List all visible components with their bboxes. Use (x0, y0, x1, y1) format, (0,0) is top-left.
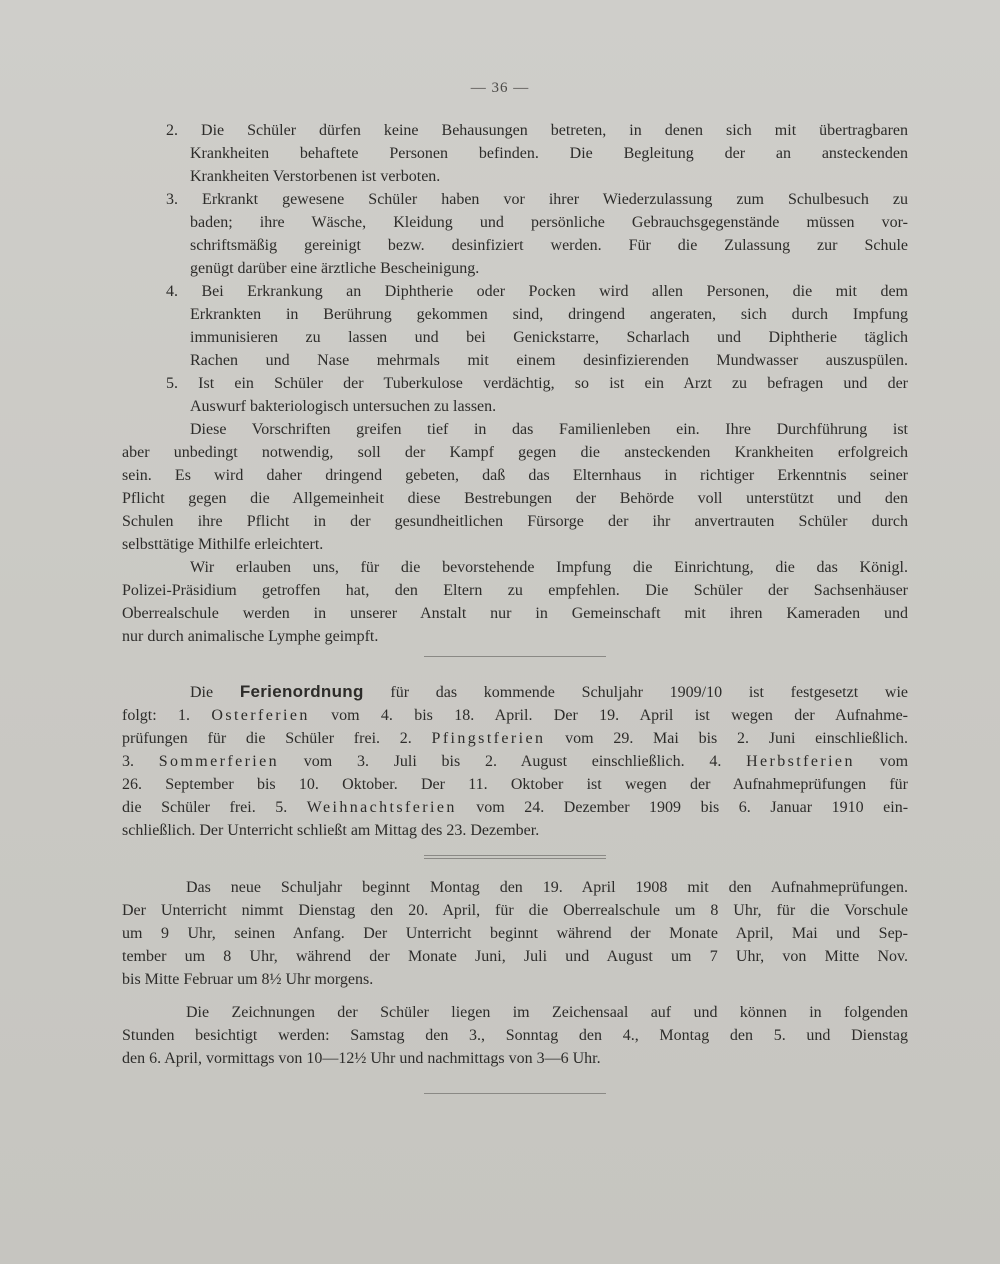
paragraph-line: 26. September bis 10. Oktober. Der 11. Oktober ist wegen der Aufnahmeprüfungen für (122, 776, 908, 793)
list-line: 5. Ist ein Schüler der Tuberkulose verdächtig, so ist ein Arzt zu befragen und der (166, 375, 908, 392)
paragraph-line: Wir erlauben uns, für die bevorstehende Impfung die Einrichtung, die das Königl. (190, 559, 908, 576)
list-line: 4. Bei Erkrankung an Diphtherie oder Pocken wird allen Personen, die mit dem (166, 283, 908, 300)
paragraph-line: bis Mitte Februar um 8½ Uhr morgens. (122, 971, 374, 988)
paragraph-line: prüfungen für die Schüler frei. 2. Pfingstferien vom 29. Mai bis 2. Juni einschließlich. (122, 730, 909, 747)
paragraph-line: folgt: 1. Osterferien vom 4. bis 18. April. Der 19. April ist wegen der Aufnahme- (122, 707, 908, 724)
list-line: 2. Die Schüler dürfen keine Behausungen betreten, in denen sich mit übertragbaren (166, 122, 908, 139)
list-line: schriftsmäßig gereinigt bezw. desinfiziert werden. Für die Zulassung zur Schule (190, 237, 908, 254)
list-line: Krankheiten Verstorbenen ist verboten. (190, 168, 441, 185)
paragraph-line: um 9 Uhr, seinen Anfang. Der Unterricht beginnt während der Monate April, Mai und Sep- (122, 925, 908, 942)
paragraph-line: Schulen ihre Pflicht in der gesundheitlichen Fürsorge der ihr anvertrauten Schüler durch (122, 513, 908, 530)
list-line: Rachen und Nase mehrmals mit einem desinfizierenden Mundwasser auszuspülen. (190, 352, 908, 369)
paragraph-line: Der Unterricht nimmt Dienstag den 20. April, für die Oberrealschule um 8 Uhr, für die Vorschule (122, 902, 908, 919)
paragraph-line: die Schüler frei. 5. Weihnachtsferien vom 24. Dezember 1909 bis 6. Januar 1910 ein- (122, 799, 909, 816)
paragraph-line: Die Ferienordnung für das kommende Schuljahr 1909/10 ist festgesetzt wie (190, 682, 908, 701)
page-number: — 36 — (470, 80, 530, 96)
list-line: genügt darüber eine ärztliche Bescheinigung. (190, 260, 480, 277)
paragraph-line: Stunden besichtigt werden: Samstag den 3., Sonntag den 4., Montag den 5. und Dienstag (122, 1027, 908, 1044)
list-line: immunisieren zu lassen und bei Genickstarre, Scharlach und Diphtherie täglich (190, 329, 908, 346)
paragraph-line: 3. Sommerferien vom 3. Juli bis 2. August einschließlich. 4. Herbstferien vom (122, 753, 909, 770)
paragraph-line: sein. Es wird daher dringend gebeten, daß das Elternhaus in richtiger Erkenntnis seiner (122, 467, 908, 484)
paragraph-line: tember um 8 Uhr, während der Monate Juni, Juli und August um 7 Uhr, von Mitte Nov. (122, 948, 908, 965)
list-line: Erkrankten in Berührung gekommen sind, dringend angeraten, sich durch Impfung (190, 306, 908, 323)
paragraph-line: schließlich. Der Unterricht schließt am Mittag des 23. Dezember. (122, 822, 540, 839)
paragraph-line: Pflicht gegen die Allgemeinheit diese Bestrebungen der Behörde voll unterstützt und den (122, 490, 908, 507)
ferienordnung-heading: Ferienordnung (239, 682, 364, 701)
list-line: baden; ihre Wäsche, Kleidung und persönliche Gebrauchsgegenstände müssen vor- (190, 214, 908, 231)
list-line: 3. Erkrankt gewesene Schüler haben vor ihrer Wiederzulassung zum Schulbesuch zu (166, 191, 908, 208)
list-line: Krankheiten behaftete Personen befinden. Die Begleitung der an ansteckenden (190, 145, 908, 162)
paragraph-line: Das neue Schuljahr beginnt Montag den 19. April 1908 mit den Aufnahmeprüfungen. (186, 879, 908, 896)
paragraph-line: Diese Vorschriften greifen tief in das Familienleben ein. Ihre Durchführung ist (190, 421, 908, 438)
paragraph-zeichnungen (122, 1001, 908, 1070)
regulations-list (122, 119, 908, 418)
paragraph-line: selbsttätige Mithilfe erleichtert. (122, 536, 324, 553)
section-divider (424, 1093, 606, 1094)
paragraph-vorschriften (122, 418, 908, 556)
paragraph-line: Die Zeichnungen der Schüler liegen im Zeichensaal auf und können in folgenden (186, 1004, 908, 1021)
paragraph-schuljahr (122, 876, 908, 991)
paragraph-impfung (122, 556, 908, 648)
section-divider-double (424, 855, 606, 859)
list-line: Auswurf bakteriologisch untersuchen zu lassen. (190, 398, 497, 415)
paragraph-ferienordnung (122, 680, 908, 842)
section-divider (424, 656, 606, 657)
paragraph-line: Oberrealschule werden in unserer Anstalt nur in Gemeinschaft mit ihren Kameraden und (122, 605, 908, 622)
paragraph-line: den 6. April, vormittags von 10—12½ Uhr und nachmittags von 3—6 Uhr. (122, 1050, 601, 1067)
paragraph-line: nur durch animalische Lymphe geimpft. (122, 628, 379, 645)
paragraph-line: aber unbedingt notwendig, soll der Kampf gegen die ansteckenden Krankheiten erfolgreich (122, 444, 908, 461)
paragraph-line: Polizei-Präsidium getroffen hat, den Eltern zu empfehlen. Die Schüler der Sachsenhäuser (122, 582, 908, 599)
